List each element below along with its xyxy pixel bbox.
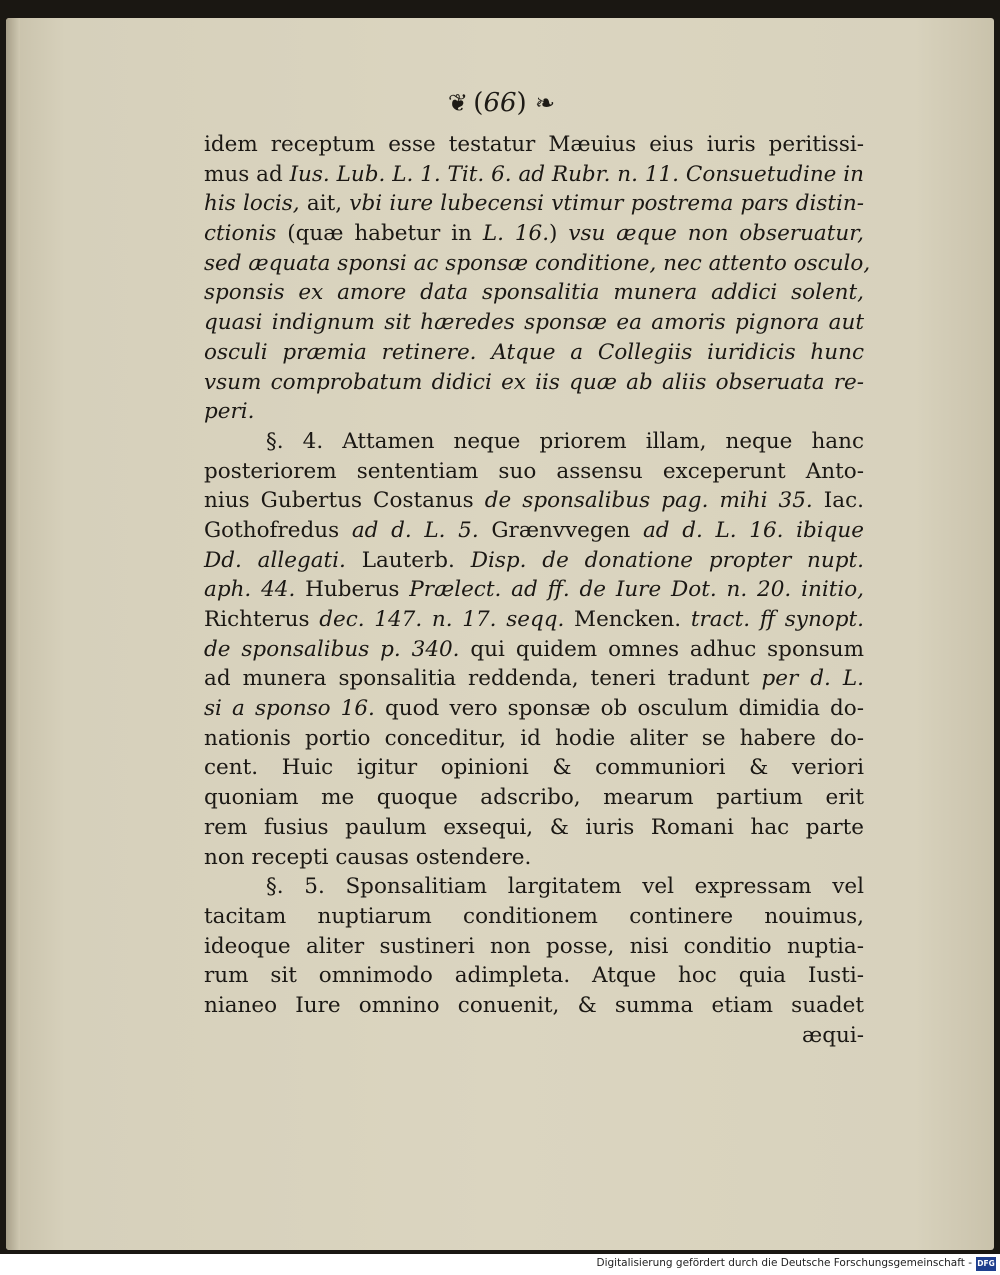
text-segment: Gothofredus — [204, 517, 352, 543]
text-segment: (quæ habetur in — [276, 221, 483, 247]
text-segment: rem fusius paulum exsequi, & iuris Romani hac parte — [204, 814, 864, 840]
ornament-right-icon: ❧ — [534, 89, 553, 117]
italic-segment: ad d. L. 5. — [351, 517, 479, 543]
text-line — [204, 219, 864, 249]
italic-segment: quasi indignum sit hæredes sponsæ ea amoris pignora aut — [204, 310, 864, 336]
italic-segment: sed æquata sponsi ac sponsæ conditione, nec attento osculo, — [204, 250, 871, 276]
text-segment: Lauterb. — [345, 547, 471, 573]
italic-segment: si a sponso 16. — [204, 696, 375, 722]
text-line — [204, 902, 864, 932]
text-segment: non recepti causas ostendere. — [204, 844, 532, 870]
text-line — [204, 575, 864, 605]
text-segment: tacitam nuptiarum conditionem continere nouimus, — [204, 903, 864, 929]
text-segment: ad munera sponsalitia reddenda, teneri tradunt — [204, 666, 762, 692]
text-line — [204, 160, 864, 190]
footer-bar — [0, 1254, 1000, 1275]
text-segment: idem receptum esse testatur Mæuius eius iuris peritissi- — [204, 132, 864, 157]
text-line — [204, 783, 864, 813]
text-line — [204, 724, 864, 754]
text-segment: mus ad — [204, 161, 290, 187]
text-segment: ait, — [299, 191, 350, 217]
text-segment: Grænvvegen — [478, 517, 643, 543]
text-line — [204, 843, 864, 873]
text-segment: quoniam me quoque adscribo, mearum partium erit — [204, 785, 864, 811]
italic-segment: de sponsalibus p. 340. — [204, 636, 460, 662]
text-line — [204, 1021, 864, 1051]
italic-segment: vsum comprobatum didici ex iis quæ ab aliis obseruata re- — [204, 369, 864, 395]
italic-segment: Ius. Lub. L. 1. Tit. 6. ad Rubr. n. 11. Consuetudine in — [289, 161, 864, 187]
text-line — [204, 457, 864, 487]
text-line — [204, 189, 864, 219]
text-segment: ) — [549, 221, 569, 247]
italic-segment: sponsis ex amore data sponsalitia munera addici solent, — [204, 280, 864, 306]
text-segment: cent. Huic igitur opinioni & communiori & veriori — [204, 755, 864, 781]
italic-segment: L. 16. — [482, 221, 550, 247]
text-segment: nius Gubertus Costanus — [204, 488, 485, 514]
text-line — [204, 694, 864, 724]
text-line — [204, 813, 864, 843]
text-segment: qui quidem omnes adhuc sponsum — [459, 636, 865, 662]
italic-segment: aph. 44. — [204, 577, 296, 603]
text-line — [204, 605, 864, 635]
text-line — [204, 308, 864, 338]
text-line — [204, 397, 864, 427]
text-line — [204, 278, 864, 308]
text-line — [204, 872, 864, 902]
italic-segment: Dd. allegati. — [204, 547, 346, 573]
text-line — [204, 516, 864, 546]
italic-segment: his locis, — [204, 191, 300, 217]
page-header: ❦ (66) ❧ — [447, 88, 553, 118]
italic-segment: per d. L. — [761, 666, 864, 692]
text-line — [204, 130, 864, 160]
text-line — [204, 546, 864, 576]
text-segment: Richterus — [204, 607, 320, 632]
dfg-logo: DFG — [976, 1257, 996, 1271]
italic-segment: dec. 147. n. 17. seqq. — [319, 607, 565, 632]
page-number: 66 — [483, 88, 517, 118]
text-segment: §. 5. Sponsalitiam largitatem vel expressam vel — [266, 874, 864, 900]
ornament-left-icon: ❦ — [447, 89, 466, 117]
italic-segment: Prælect. ad ff. de Iure Dot. n. 20. initio, — [409, 577, 864, 603]
text-segment: Huberus — [295, 577, 410, 603]
italic-segment: osculi præmia retinere. Atque a Collegiis iuridicis hunc — [204, 339, 864, 365]
book-page — [6, 18, 994, 1250]
italic-segment: ctionis — [204, 221, 277, 247]
text-segment: æqui- — [802, 1022, 864, 1048]
text-line — [204, 991, 864, 1021]
italic-segment: de sponsalibus pag. mihi 35. — [484, 488, 813, 514]
page-binding-edge — [6, 18, 20, 1250]
text-segment: ideoque aliter sustineri non posse, nisi conditio nuptia- — [204, 933, 864, 959]
text-segment: nianeo Iure omnino conuenit, & summa etiam suadet — [204, 992, 864, 1018]
italic-segment: Disp. de donatione propter nupt. — [470, 547, 864, 573]
text-line — [204, 427, 864, 457]
text-line — [204, 635, 864, 665]
italic-segment: vsu æque non obseruatur, — [568, 221, 864, 247]
text-line — [204, 932, 864, 962]
text-segment: §. 4. Attamen neque priorem illam, neque hanc — [266, 428, 864, 454]
text-segment: Iac. — [812, 488, 864, 514]
text-line — [204, 961, 864, 991]
text-segment: quod vero sponsæ ob osculum dimidia do- — [374, 696, 865, 722]
text-segment: Mencken. — [564, 607, 691, 632]
text-line — [204, 338, 864, 368]
text-line — [204, 368, 864, 398]
text-line — [204, 664, 864, 694]
text-segment: nationis portio conceditur, id hodie aliter se habere do- — [204, 725, 864, 751]
italic-segment: ad d. L. 16. ibique — [642, 517, 864, 543]
text-line — [204, 753, 864, 783]
text-segment: rum sit omnimodo adimpleta. Atque hoc quia Iusti- — [204, 963, 864, 989]
text-line — [204, 249, 871, 279]
page-body-text — [204, 130, 871, 1050]
text-line — [204, 486, 864, 516]
italic-segment: peri. — [204, 399, 255, 425]
italic-segment: vbi iure lubecensi vtimur postrema pars distin- — [349, 191, 864, 217]
text-segment: posteriorem sententiam suo assensu exceperunt Anto- — [204, 458, 864, 484]
italic-segment: tract. ff synopt. — [690, 607, 864, 632]
funding-credit: Digitalisierung gefördert durch die Deutsche Forschungsgemeinschaft - — [596, 1257, 972, 1269]
